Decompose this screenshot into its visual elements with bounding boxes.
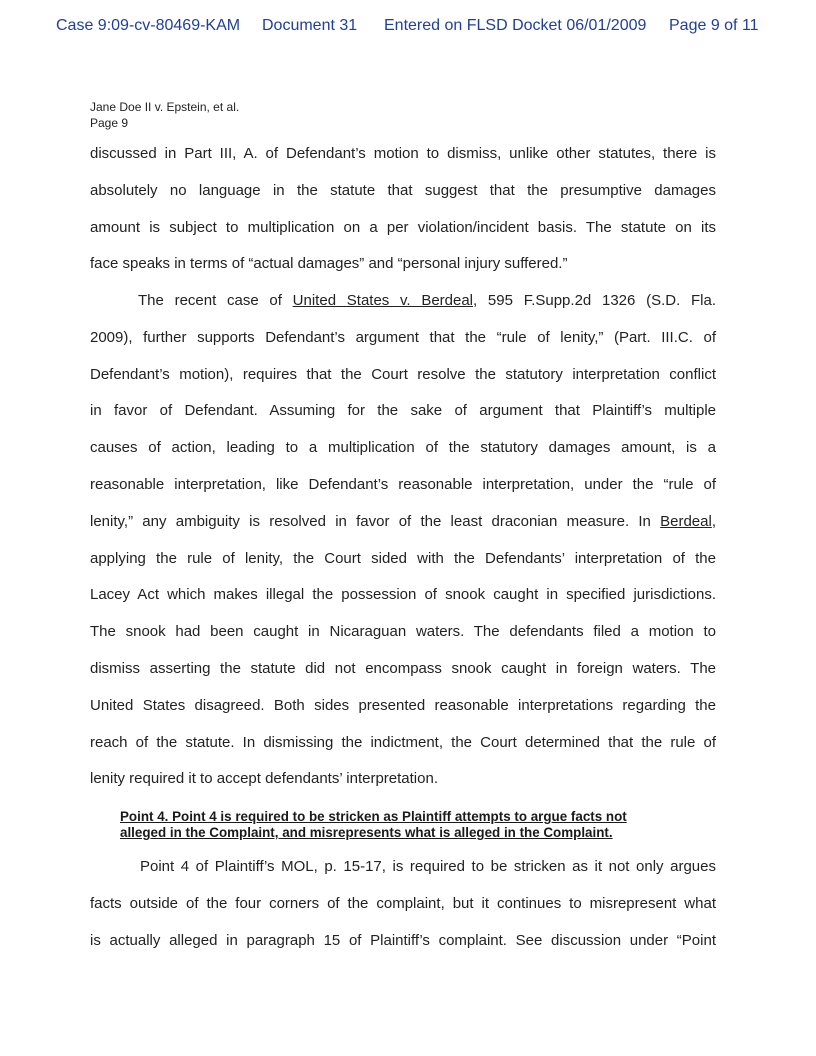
text-run: The recent case of [138,292,293,309]
paragraph-2 [90,292,716,807]
text-line: United States disagreed. Both sides presented reasonable interpretations regarding the [90,696,716,714]
text-line: lenity required it to accept defendants’ interpretation. [90,770,438,788]
text-line [90,292,716,329]
text-line: Defendant’s motion), requires that the Court resolve the statutory interpretation conflict [90,365,716,383]
text-line [90,513,716,550]
text-line: reach of the statute. In dismissing the indictment, the Court determined that the rule of [90,733,716,751]
text-line: Lacey Act which makes illegal the possession of snook caught in specified jurisdictions. [90,586,716,604]
text-run: lenity,” any ambiguity is resolved in favor of the least draconian measure. In [90,512,661,530]
text-line: dismiss asserting the statute did not encompass snook caught in foreign waters. The [90,659,716,677]
text-line: reasonable interpretation, like Defendant’s reasonable interpretation, under the “rule of [90,475,716,493]
text-line: is actually alleged in paragraph 15 of Plaintiff’s complaint. See discussion under “Point [90,931,716,949]
text-line: Point 4 of Plaintiff’s MOL, p. 15-17, is required to be stricken as it not only argues [140,858,716,875]
page-count: Page 9 of 11 [669,17,759,34]
text-run: , [711,512,716,530]
text-line: amount is subject to multiplication on a per violation/incident basis. The statute on its [90,218,716,236]
text-line: The snook had been caught in Nicaraguan waters. The defendants filed a motion to [90,623,716,641]
paragraph-1 [90,145,716,292]
text-line: facts outside of the four corners of the complaint, but it continues to misrepresent what [90,894,716,912]
paragraph-3 [90,858,716,968]
text-line: causes of action, leading to a multiplication of the statutory damages amount, is a [90,439,716,457]
section-heading [120,809,720,841]
case-citation: United States v. Berdeal [292,292,474,309]
heading-line: alleged in the Complaint, and misrepresents what is alleged in the Complaint. [120,825,613,840]
text-line: in favor of Defendant. Assuming for the sake of argument that Plaintiff’s multiple [90,402,716,420]
text-line: applying the rule of lenity, the Court sided with the Defendants’ interpretation of the [90,549,716,567]
case-citation: Berdeal [660,512,712,530]
docket-entry-date: Entered on FLSD Docket 06/01/2009 [384,17,647,34]
text-line: face speaks in terms of “actual damages” and “personal injury suffered.” [90,255,568,273]
document-number: Document 31 [262,17,358,34]
text-line: 2009), further supports Defendant’s argument that the “rule of lenity,” (Part. III.C. of [90,328,716,346]
page-number: Page 9 [90,116,129,130]
page-caption [90,99,239,131]
text-line: discussed in Part III, A. of Defendant’s motion to dismiss, unlike other statutes, there is [90,145,716,162]
heading-line: Point 4. Point 4 is required to be stricken as Plaintiff attempts to argue facts not [120,809,627,824]
text-run: , 595 F.Supp.2d 1326 (S.D. Fla. [473,292,716,309]
text-line: absolutely no language in the statute that suggest that the presumptive damages [90,181,716,199]
case-caption: Jane Doe II v. Epstein, et al. [90,100,240,114]
docket-stamp [0,17,816,39]
case-number: Case 9:09-cv-80469-KAM [56,17,241,34]
